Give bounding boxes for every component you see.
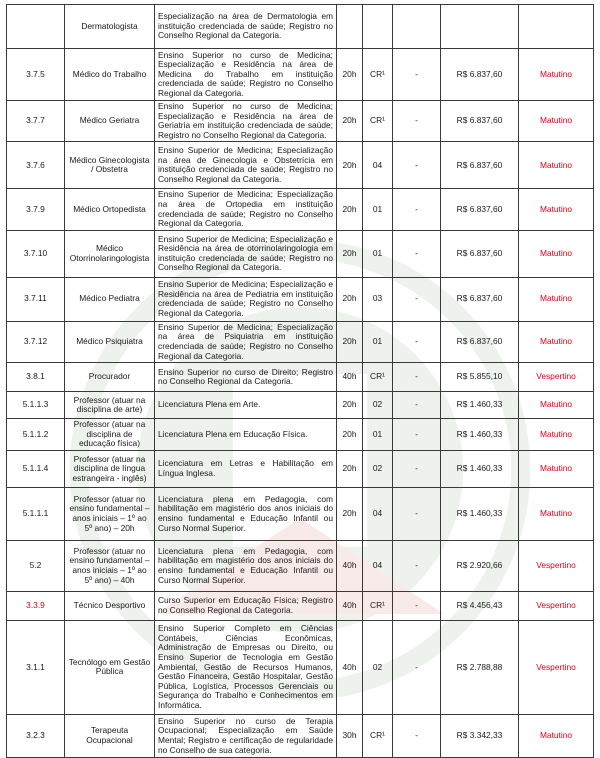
- position-hours: 20h: [337, 277, 363, 321]
- position-vacancies: 02: [363, 392, 393, 419]
- position-title: Professor (atuar na disciplina de educação física): [65, 419, 155, 451]
- position-reserved: -: [393, 277, 441, 321]
- position-vacancies: 04: [363, 487, 393, 540]
- position-salary: R$ 1.460,33: [441, 392, 519, 419]
- position-hours: 40h: [337, 540, 363, 591]
- position-salary: R$ 6.837,60: [441, 142, 519, 189]
- position-vacancies: CR¹: [363, 363, 393, 392]
- position-title: Professor (atuar no ensino fundamental – anos iniciais – 1º ao 5º ano) – 20h: [65, 487, 155, 540]
- position-salary: R$ 2.920,66: [441, 540, 519, 591]
- position-code: 5.1.1.2: [7, 419, 65, 451]
- position-shift: Matutino: [519, 450, 594, 487]
- position-salary: R$ 1.460,33: [441, 450, 519, 487]
- position-vacancies: 04: [363, 540, 393, 591]
- position-hours: 20h: [337, 189, 363, 230]
- position-vacancies: CR¹: [363, 714, 393, 757]
- position-requirements: Ensino Superior no curso de Direito; Registro no Conselho Regional da Categoria.: [155, 363, 337, 392]
- table-row: [7, 230, 594, 277]
- table-row: [7, 363, 594, 392]
- position-hours: 30h: [337, 714, 363, 757]
- table-row: [7, 714, 594, 757]
- position-title: Professor (atuar na disciplina de arte): [65, 392, 155, 419]
- position-code: 3.2.3: [7, 714, 65, 757]
- position-salary: R$ 6.837,60: [441, 49, 519, 101]
- position-title: Médico Otorrinolaringologista: [65, 230, 155, 277]
- position-salary: R$ 6.837,60: [441, 321, 519, 362]
- position-vacancies: 01: [363, 189, 393, 230]
- position-salary: R$ 1.460,33: [441, 419, 519, 451]
- position-salary: R$ 1.460,33: [441, 487, 519, 540]
- position-requirements: Ensino Superior de Medicina; Especialização na área de Ortopedia em instituição credenciada de saúde; Registro no Conselho Regional da Categoria.: [155, 189, 337, 230]
- position-vacancies: CR¹: [363, 49, 393, 101]
- position-reserved: -: [393, 620, 441, 714]
- position-vacancies: CR¹: [363, 101, 393, 142]
- position-requirements: Ensino Superior de Medicina; Especialização e Residência na área de Pediatria em instituição credenciada de saúde; Registro no Conselho Regional da Categoria.: [155, 277, 337, 321]
- position-hours: [337, 5, 363, 49]
- position-vacancies: [363, 5, 393, 49]
- position-title: Terapeuta Ocupacional: [65, 714, 155, 757]
- position-shift: Matutino: [519, 714, 594, 757]
- position-salary: R$ 6.837,60: [441, 230, 519, 277]
- position-title: Técnico Desportivo: [65, 591, 155, 620]
- position-requirements: Licenciatura Plena em Educação Física.: [155, 419, 337, 451]
- position-code: 5.1.1.4: [7, 450, 65, 487]
- position-hours: 20h: [337, 419, 363, 451]
- position-code: 3.7.11: [7, 277, 65, 321]
- table-row: [7, 419, 594, 451]
- position-code: 3.7.12: [7, 321, 65, 362]
- table-row: [7, 620, 594, 714]
- position-vacancies: 03: [363, 277, 393, 321]
- position-reserved: -: [393, 321, 441, 362]
- position-shift: Vespertino: [519, 620, 594, 714]
- position-title: Médico Geriatra: [65, 101, 155, 142]
- position-shift: Matutino: [519, 321, 594, 362]
- position-reserved: -: [393, 419, 441, 451]
- position-code: 5.1.1.1: [7, 487, 65, 540]
- position-requirements: Ensino Superior de Medicina; Especialização e Residência na área de otorrinolaringologia em instituição credenciada de saúde; Registro no Conselho Regional da Categoria.: [155, 230, 337, 277]
- position-reserved: -: [393, 714, 441, 757]
- position-requirements: Licenciatura Plena em Arte.: [155, 392, 337, 419]
- position-requirements: Licenciatura em Letras e Habilitação em Língua Inglesa.: [155, 450, 337, 487]
- position-shift: Matutino: [519, 101, 594, 142]
- position-code: 3.7.6: [7, 142, 65, 189]
- position-title: Professor (atuar no ensino fundamental – anos iniciais – 1º ao 5º ano) – 40h: [65, 540, 155, 591]
- table-row: [7, 321, 594, 362]
- position-code: 5.2: [7, 540, 65, 591]
- position-title: Médico Pediatra: [65, 277, 155, 321]
- table-row: [7, 392, 594, 419]
- position-title: Médico Ginecologista / Obstetra: [65, 142, 155, 189]
- position-title: Procurador: [65, 363, 155, 392]
- position-code: 3.7.7: [7, 101, 65, 142]
- table-row: [7, 142, 594, 189]
- table-row: [7, 487, 594, 540]
- position-shift: Matutino: [519, 277, 594, 321]
- position-hours: 40h: [337, 363, 363, 392]
- position-requirements: Licenciatura plena em Pedagogia, com habilitação em magistério dos anos iniciais do ensino fundamental e Educação Infantil ou Curso Normal Superior.: [155, 540, 337, 591]
- table-row: [7, 189, 594, 230]
- position-reserved: -: [393, 363, 441, 392]
- position-salary: R$ 2.788,88: [441, 620, 519, 714]
- position-title: Dermatologista: [65, 5, 155, 49]
- position-code: 3.7.5: [7, 49, 65, 101]
- position-salary: R$ 3.342,33: [441, 714, 519, 757]
- position-shift: Matutino: [519, 392, 594, 419]
- position-reserved: -: [393, 230, 441, 277]
- position-title: Médico do Trabalho: [65, 49, 155, 101]
- position-hours: 20h: [337, 487, 363, 540]
- table-row: [7, 450, 594, 487]
- table-row: [7, 101, 594, 142]
- table-row: [7, 5, 594, 49]
- position-reserved: -: [393, 49, 441, 101]
- position-reserved: -: [393, 392, 441, 419]
- table-row: [7, 591, 594, 620]
- position-title: Médico Psiquiatra: [65, 321, 155, 362]
- position-salary: [441, 5, 519, 49]
- position-vacancies: CR¹: [363, 591, 393, 620]
- position-shift: [519, 5, 594, 49]
- position-hours: 20h: [337, 101, 363, 142]
- position-reserved: [393, 5, 441, 49]
- position-code: 3.8.1: [7, 363, 65, 392]
- position-title: Médico Ortopedista: [65, 189, 155, 230]
- position-shift: Vespertino: [519, 540, 594, 591]
- position-shift: Matutino: [519, 419, 594, 451]
- position-hours: 20h: [337, 142, 363, 189]
- position-reserved: -: [393, 540, 441, 591]
- position-reserved: -: [393, 450, 441, 487]
- position-requirements: Ensino Superior Completo em Ciências Contábeis, Ciências Econômicas, Administração de Empresas ou Direito, ou Ensino Superior de Tecnologia em Gestão Ambiental, Gestão de Recursos Humanos, Gestão Financeira, Gestão Hospitalar, Gestão Pública, Logística, Processos Gerenciais ou Segurança do Trabalho e Conhecimentos em Informática.: [155, 620, 337, 714]
- position-hours: 40h: [337, 591, 363, 620]
- position-vacancies: 02: [363, 450, 393, 487]
- position-shift: Vespertino: [519, 363, 594, 392]
- position-vacancies: 01: [363, 419, 393, 451]
- position-vacancies: 01: [363, 321, 393, 362]
- table-row: [7, 49, 594, 101]
- position-requirements: Licenciatura plena em Pedagogia, com habilitação em magistério dos anos iniciais do ensino fundamental e Educação Infantil ou Curso Normal Superior.: [155, 487, 337, 540]
- position-shift: Matutino: [519, 487, 594, 540]
- position-requirements: Ensino Superior no curso de Medicina; Especialização e Residência na área de Medicina do Trabalho em instituição credenciada de saúde; Registro no Conselho Regional da Categoria.: [155, 49, 337, 101]
- position-salary: R$ 4.456,43: [441, 591, 519, 620]
- position-shift: Matutino: [519, 49, 594, 101]
- position-code: 5.1.1.3: [7, 392, 65, 419]
- table-row: [7, 540, 594, 591]
- position-vacancies: 04: [363, 142, 393, 189]
- position-hours: 20h: [337, 230, 363, 277]
- position-hours: 20h: [337, 321, 363, 362]
- position-title: Tecnólogo em Gestão Pública: [65, 620, 155, 714]
- position-shift: Vespertino: [519, 591, 594, 620]
- position-reserved: -: [393, 101, 441, 142]
- position-hours: 40h: [337, 620, 363, 714]
- position-requirements: Curso Superior em Educação Física; Registro no Conselho Regional da Categoria.: [155, 591, 337, 620]
- position-title: Professor (atuar na disciplina de língua estrangeira - inglês): [65, 450, 155, 487]
- position-shift: Matutino: [519, 189, 594, 230]
- position-shift: Matutino: [519, 142, 594, 189]
- position-salary: R$ 6.837,60: [441, 101, 519, 142]
- position-vacancies: 02: [363, 620, 393, 714]
- position-code: 3.3.9: [7, 591, 65, 620]
- position-requirements: Ensino Superior no curso de Medicina; Especialização e Residência na área de Geriatria em instituição credenciada de saúde; Registro no Conselho Regional da Categoria.: [155, 101, 337, 142]
- position-requirements: Ensino Superior de Medicina; Especialização na área de Ginecologia e Obstetrícia em instituição credenciada de saúde; Registro no Conselho Regional da Categoria.: [155, 142, 337, 189]
- position-requirements: Ensino Superior no curso de Terapia Ocupacional; Especialização em Saúde Mental; Registro e certificação de regularidade no Conselho de sua categoria.: [155, 714, 337, 757]
- position-requirements: Ensino Superior de Medicina; Especialização na área de Psiquiatria em instituição credenciada de saúde; Registro no Conselho Regional da Categoria.: [155, 321, 337, 362]
- position-salary: R$ 6.837,60: [441, 189, 519, 230]
- position-hours: 20h: [337, 450, 363, 487]
- position-code: [7, 5, 65, 49]
- position-code: 3.7.10: [7, 230, 65, 277]
- position-reserved: -: [393, 142, 441, 189]
- position-salary: R$ 6.837,60: [441, 277, 519, 321]
- position-reserved: -: [393, 189, 441, 230]
- position-salary: R$ 5.855,10: [441, 363, 519, 392]
- position-hours: 20h: [337, 392, 363, 419]
- position-shift: Matutino: [519, 230, 594, 277]
- position-vacancies: 01: [363, 230, 393, 277]
- position-reserved: -: [393, 487, 441, 540]
- position-requirements: Especialização na área de Dermatologia em instituição credenciada de saúde; Registro no Conselho Regional da Categoria.: [155, 5, 337, 49]
- position-hours: 20h: [337, 49, 363, 101]
- position-code: 3.1.1: [7, 620, 65, 714]
- position-reserved: -: [393, 591, 441, 620]
- table-row: [7, 277, 594, 321]
- positions-table: [6, 4, 594, 758]
- position-code: 3.7.9: [7, 189, 65, 230]
